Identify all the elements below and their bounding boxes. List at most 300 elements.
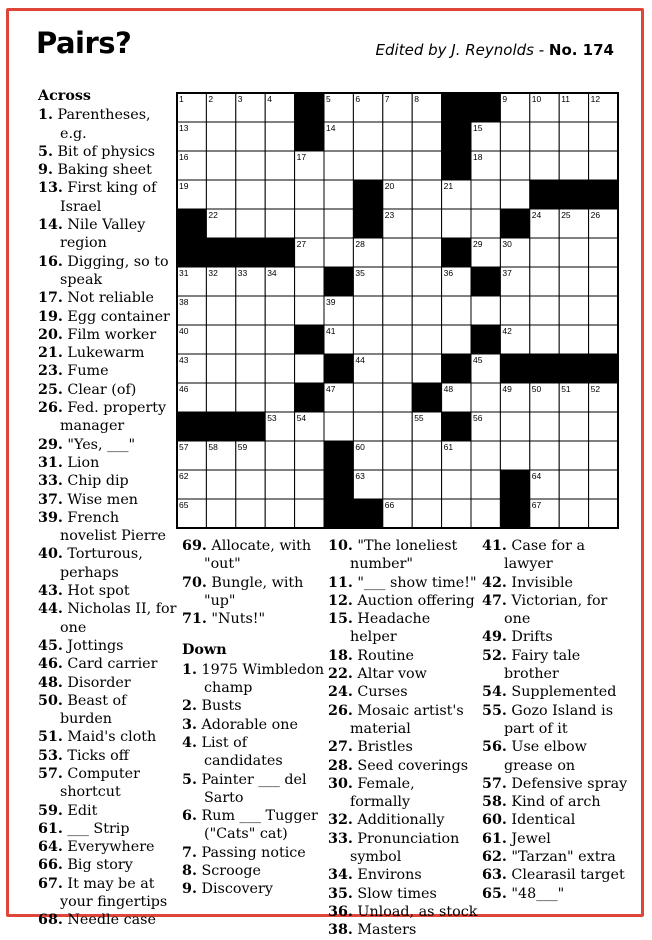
grid-cell[interactable] [500, 296, 529, 325]
clue-column-3 [328, 537, 478, 940]
down-clue[interactable] [328, 738, 478, 756]
across-clue[interactable] [38, 289, 178, 307]
grid-cell[interactable] [412, 209, 441, 238]
clue-number: 52. [482, 647, 507, 664]
down-clue[interactable] [182, 661, 327, 698]
grid-cell[interactable] [500, 441, 529, 470]
clue-number: 27. [328, 739, 353, 756]
clue-text: Unload, as stock [357, 903, 478, 920]
across-clue[interactable] [38, 106, 178, 143]
cell-number: 16 [179, 152, 189, 162]
grid-block [471, 93, 500, 122]
clue-text: Painter ___ del Sarto [201, 771, 307, 806]
grid-cell[interactable] [471, 209, 500, 238]
down-clue[interactable] [328, 610, 478, 647]
down-clue[interactable] [482, 683, 634, 701]
grid-cell[interactable] [559, 441, 588, 470]
grid-cell[interactable] [442, 296, 471, 325]
grid-cell[interactable] [530, 441, 559, 470]
grid-cell[interactable] [383, 267, 412, 296]
cell-number: 53 [267, 413, 277, 423]
grid-cell[interactable] [530, 151, 559, 180]
grid-cell[interactable] [412, 151, 441, 180]
grid-cell[interactable] [236, 180, 265, 209]
grid-cell[interactable] [530, 267, 559, 296]
across-clue[interactable] [38, 436, 178, 454]
grid-cell[interactable] [442, 499, 471, 528]
across-clue[interactable] [38, 600, 178, 637]
clue-number: 14. [38, 217, 63, 234]
clue-number: 25. [38, 381, 63, 398]
grid-block [236, 238, 265, 267]
clue-number: 63. [482, 867, 507, 884]
clue-text: Case for a lawyer [504, 538, 586, 573]
across-clue[interactable] [38, 545, 178, 582]
grid-cell[interactable] [324, 209, 353, 238]
grid-cell[interactable] [530, 122, 559, 151]
cell-number: 40 [179, 326, 189, 336]
clue-text: Beast of burden [60, 692, 127, 728]
grid-cell[interactable] [589, 470, 618, 499]
clue-text: Defensive spray [511, 775, 628, 792]
down-clue[interactable] [182, 716, 327, 734]
down-clue[interactable] [182, 771, 327, 808]
grid-cell[interactable] [471, 499, 500, 528]
clue-number: 33. [328, 830, 353, 847]
grid-cell[interactable] [589, 122, 618, 151]
across-clue[interactable] [38, 728, 178, 746]
down-clue[interactable] [328, 866, 478, 884]
clue-number: 30. [328, 775, 353, 792]
clue-text: Kind of arch [511, 794, 601, 811]
grid-cell[interactable] [500, 412, 529, 441]
clue-number: 36. [328, 903, 353, 920]
grid-block [295, 122, 324, 151]
down-clue[interactable] [328, 757, 478, 775]
grid-cell[interactable] [295, 296, 324, 325]
grid-cell[interactable] [206, 296, 235, 325]
across-clue[interactable] [38, 216, 178, 253]
grid-cell[interactable] [383, 412, 412, 441]
across-clue[interactable] [38, 875, 178, 912]
down-clue[interactable] [482, 811, 634, 829]
across-clue[interactable] [38, 344, 178, 362]
down-clue[interactable] [182, 734, 327, 771]
cell-number: 30 [502, 239, 512, 249]
across-clue[interactable] [182, 537, 327, 574]
clue-text: "The loneliest number" [350, 538, 458, 573]
grid-cell[interactable] [559, 238, 588, 267]
grid-cell[interactable] [530, 296, 559, 325]
grid-cell[interactable] [265, 325, 294, 354]
cell-number: 48 [443, 384, 454, 394]
grid-cell[interactable] [236, 209, 265, 238]
across-clue[interactable] [38, 362, 178, 380]
clue-text: "Tarzan" extra [511, 849, 616, 866]
clue-number: 21. [38, 345, 63, 362]
down-clue[interactable] [328, 665, 478, 683]
clue-text: "___ show time!" [357, 574, 477, 591]
grid-cell[interactable] [412, 296, 441, 325]
down-clue[interactable] [328, 921, 478, 939]
grid-cell[interactable] [295, 180, 324, 209]
clue-text: Allocate, with "out" [204, 538, 312, 573]
grid-cell[interactable] [471, 383, 500, 412]
clue-text: Big story [67, 857, 133, 874]
cell-number: 56 [473, 413, 483, 423]
grid-cell[interactable] [589, 238, 618, 267]
cell-number: 63 [355, 471, 365, 481]
down-clue[interactable] [328, 830, 478, 867]
issue-number: No. 174 [548, 41, 614, 59]
clue-number: 35. [328, 885, 353, 902]
clue-text: Adorable one [201, 716, 298, 733]
grid-cell[interactable] [412, 441, 441, 470]
grid-cell[interactable] [383, 441, 412, 470]
grid-cell[interactable] [206, 122, 235, 151]
grid-cell[interactable] [530, 412, 559, 441]
grid-cell[interactable] [206, 180, 235, 209]
down-clue[interactable] [482, 628, 634, 646]
grid-cell[interactable] [559, 325, 588, 354]
clue-number: 54. [482, 684, 507, 701]
grid-cell[interactable] [295, 470, 324, 499]
cell-number: 46 [179, 384, 189, 394]
grid-cell[interactable] [589, 412, 618, 441]
down-clue[interactable] [182, 862, 327, 880]
grid-cell[interactable] [589, 296, 618, 325]
clue-text: Environs [357, 867, 422, 884]
across-clue[interactable] [38, 692, 178, 729]
across-clue[interactable] [38, 509, 178, 546]
grid-block [559, 354, 588, 383]
cell-number: 60 [355, 442, 365, 452]
grid-cell[interactable] [236, 354, 265, 383]
grid-cell[interactable] [265, 499, 294, 528]
clue-number: 17. [38, 290, 63, 307]
grid-cell[interactable] [265, 441, 294, 470]
down-clue[interactable] [328, 702, 478, 739]
clue-number: 38. [328, 922, 353, 939]
grid-cell[interactable] [236, 122, 265, 151]
clue-text: Fed. property manager [60, 400, 167, 435]
grid-cell[interactable] [383, 151, 412, 180]
clue-number: 58. [482, 794, 507, 811]
across-clue[interactable] [38, 637, 178, 655]
down-clue[interactable] [328, 537, 478, 574]
grid-cell[interactable] [589, 267, 618, 296]
cell-number: 55 [414, 413, 424, 423]
clue-text: Invisible [511, 574, 574, 591]
grid-cell[interactable] [559, 296, 588, 325]
down-clue[interactable] [328, 647, 478, 665]
clue-text: Bit of physics [57, 143, 155, 160]
across-clue[interactable] [38, 856, 178, 874]
across-clue[interactable] [38, 582, 178, 600]
grid-cell[interactable] [265, 354, 294, 383]
clue-text: Discovery [201, 881, 273, 898]
clue-number: 61. [38, 820, 63, 837]
clue-text: Edit [67, 802, 98, 819]
grid-cell[interactable] [471, 441, 500, 470]
grid-cell[interactable] [442, 209, 471, 238]
clue-number: 44. [38, 601, 63, 618]
grid-cell[interactable] [295, 354, 324, 383]
grid-cell[interactable] [295, 209, 324, 238]
down-clue[interactable] [482, 702, 634, 739]
cell-number: 4 [267, 94, 272, 104]
grid-cell[interactable] [206, 354, 235, 383]
across-clue[interactable] [38, 472, 178, 490]
clue-text: Victorian, for one [504, 592, 608, 628]
across-clue[interactable] [38, 674, 178, 692]
across-clue[interactable] [38, 838, 178, 856]
across-clue[interactable] [182, 574, 327, 611]
clue-column-4 [482, 537, 634, 903]
grid-cell[interactable] [265, 470, 294, 499]
grid-cell[interactable] [324, 151, 353, 180]
grid-cell[interactable] [265, 296, 294, 325]
grid-block [500, 209, 529, 238]
across-clue[interactable] [38, 161, 178, 179]
down-clue[interactable] [482, 775, 634, 793]
cell-number: 45 [473, 355, 483, 365]
across-clue[interactable] [38, 143, 178, 161]
grid-cell[interactable] [442, 325, 471, 354]
grid-cell[interactable] [353, 383, 382, 412]
grid-block [559, 180, 588, 209]
grid-cell[interactable] [324, 238, 353, 267]
across-clue[interactable] [38, 399, 178, 436]
grid-cell[interactable] [559, 412, 588, 441]
clue-column-2 [182, 537, 327, 899]
clue-text: Egg container [67, 308, 170, 325]
down-clue[interactable] [482, 885, 634, 903]
down-clue[interactable] [482, 537, 634, 574]
cell-number: 8 [414, 94, 419, 104]
clue-text: Gozo Island is part of it [504, 702, 614, 737]
grid-cell[interactable] [471, 470, 500, 499]
across-clue[interactable] [38, 253, 178, 290]
down-clue[interactable] [328, 683, 478, 701]
clue-number: 5. [182, 771, 197, 788]
clue-text: Wise men [67, 491, 139, 508]
grid-cell[interactable] [265, 122, 294, 151]
across-clue[interactable] [38, 802, 178, 820]
clue-text: Clearasil target [511, 867, 625, 884]
grid-cell[interactable] [412, 470, 441, 499]
clue-number: 49. [482, 629, 507, 646]
clue-text: French novelist Pierre [60, 509, 166, 545]
cell-number: 9 [502, 94, 508, 104]
clue-number: 56. [482, 739, 507, 756]
grid-cell[interactable] [383, 383, 412, 412]
across-clue[interactable] [38, 179, 178, 216]
cell-number: 24 [531, 210, 542, 220]
across-clue[interactable] [38, 747, 178, 765]
down-clue[interactable] [328, 885, 478, 903]
clue-number: 26. [38, 400, 63, 417]
grid-cell[interactable] [324, 180, 353, 209]
clue-number: 3. [182, 716, 197, 733]
across-clue[interactable] [182, 610, 327, 628]
grid-cell[interactable] [383, 238, 412, 267]
grid-cell[interactable] [589, 325, 618, 354]
grid-cell[interactable] [559, 122, 588, 151]
grid-cell[interactable] [559, 499, 588, 528]
grid-cell[interactable] [265, 383, 294, 412]
grid-cell[interactable] [236, 325, 265, 354]
grid-cell[interactable] [471, 296, 500, 325]
grid-cell[interactable] [206, 325, 235, 354]
down-clue[interactable] [182, 807, 327, 844]
grid-cell[interactable] [383, 354, 412, 383]
cell-number: 28 [355, 239, 365, 249]
grid-block [442, 122, 471, 151]
grid-cell[interactable] [353, 412, 382, 441]
cell-number: 38 [179, 297, 189, 307]
clue-text: Fairy tale brother [504, 647, 581, 683]
across-clue[interactable] [38, 765, 178, 802]
down-clue[interactable] [328, 574, 478, 592]
down-clue[interactable] [182, 844, 327, 862]
cell-number: 41 [326, 326, 336, 336]
down-clue[interactable] [482, 574, 634, 592]
across-clue[interactable] [38, 655, 178, 673]
grid-cell[interactable] [265, 209, 294, 238]
grid-cell[interactable] [236, 499, 265, 528]
down-clue[interactable] [328, 592, 478, 610]
grid-block [324, 441, 353, 470]
grid-cell[interactable] [559, 470, 588, 499]
down-clue[interactable] [482, 592, 634, 629]
grid-cell[interactable] [295, 499, 324, 528]
grid-cell[interactable] [412, 180, 441, 209]
clue-number: 23. [38, 363, 63, 380]
down-clue[interactable] [328, 775, 478, 812]
clue-text: "Yes, ___" [67, 436, 136, 453]
grid-cell[interactable] [383, 470, 412, 499]
grid-cell[interactable] [206, 470, 235, 499]
across-clue[interactable] [38, 491, 178, 509]
grid-cell[interactable] [383, 325, 412, 354]
clue-number: 71. [182, 611, 207, 628]
clue-number: 19. [38, 308, 63, 325]
down-clue[interactable] [328, 903, 478, 921]
clue-text: Bristles [357, 739, 413, 756]
grid-cell[interactable] [412, 354, 441, 383]
grid-cell[interactable] [559, 267, 588, 296]
across-clue[interactable] [38, 820, 178, 838]
grid-cell[interactable] [353, 122, 382, 151]
grid-cell[interactable] [383, 122, 412, 151]
cell-number: 20 [384, 181, 395, 191]
down-clue[interactable] [182, 880, 327, 898]
clue-number: 51. [38, 729, 63, 746]
grid-cell[interactable] [530, 325, 559, 354]
grid-cell[interactable] [383, 296, 412, 325]
grid-block [442, 412, 471, 441]
grid-cell[interactable] [236, 296, 265, 325]
grid-cell[interactable] [412, 325, 441, 354]
cell-number: 67 [531, 500, 542, 510]
grid-cell[interactable] [589, 441, 618, 470]
cell-number: 51 [561, 384, 571, 394]
clue-text: Supplemented [511, 684, 617, 701]
grid-cell[interactable] [236, 151, 265, 180]
across-clue[interactable] [38, 381, 178, 399]
down-clue[interactable] [482, 848, 634, 866]
grid-cell[interactable] [530, 238, 559, 267]
grid-cell[interactable] [206, 151, 235, 180]
grid-cell[interactable] [353, 296, 382, 325]
clue-text: Curses [357, 684, 408, 701]
grid-cell[interactable] [236, 470, 265, 499]
clue-text: Computer shortcut [60, 765, 140, 801]
down-clue[interactable] [182, 697, 327, 715]
grid-cell[interactable] [412, 238, 441, 267]
crossword-grid[interactable] [176, 92, 619, 529]
cell-number: 66 [384, 500, 395, 510]
cell-number: 29 [473, 239, 483, 249]
grid-cell[interactable] [265, 151, 294, 180]
clue-number: 47. [482, 592, 507, 609]
clue-text: Everywhere [67, 839, 155, 856]
across-clue[interactable] [38, 308, 178, 326]
clue-text: Drifts [511, 629, 553, 646]
grid-block [442, 354, 471, 383]
grid-cell[interactable] [206, 499, 235, 528]
grid-block [295, 325, 324, 354]
grid-cell[interactable] [412, 267, 441, 296]
down-clue[interactable] [482, 866, 634, 884]
clue-number: 50. [38, 692, 63, 709]
clue-number: 13. [38, 180, 63, 197]
down-clue[interactable] [482, 830, 634, 848]
across-clue[interactable] [38, 326, 178, 344]
grid-block [442, 151, 471, 180]
grid-cell[interactable] [559, 151, 588, 180]
grid-cell[interactable] [500, 151, 529, 180]
grid-cell[interactable] [412, 122, 441, 151]
grid-cell[interactable] [295, 267, 324, 296]
clue-text: Pronunciation symbol [350, 830, 460, 866]
across-clue[interactable] [38, 454, 178, 472]
grid-cell[interactable] [500, 180, 529, 209]
grid-cell[interactable] [589, 151, 618, 180]
grid-cell[interactable] [236, 383, 265, 412]
clue-text: Auction offering [357, 592, 475, 609]
grid-cell[interactable] [324, 412, 353, 441]
grid-cell[interactable] [265, 180, 294, 209]
grid-cell[interactable] [471, 180, 500, 209]
down-clue[interactable] [328, 811, 478, 829]
clue-number: 18. [328, 647, 353, 664]
down-clue[interactable] [482, 647, 634, 684]
down-clue[interactable] [482, 738, 634, 775]
grid-cell[interactable] [589, 499, 618, 528]
grid-cell[interactable] [500, 122, 529, 151]
grid-cell[interactable] [206, 383, 235, 412]
cell-number: 44 [355, 355, 365, 365]
grid-cell[interactable] [353, 151, 382, 180]
grid-cell[interactable] [295, 441, 324, 470]
grid-cell[interactable] [412, 499, 441, 528]
grid-cell[interactable] [442, 470, 471, 499]
grid-block [589, 180, 618, 209]
down-clue[interactable] [482, 793, 634, 811]
grid-cell[interactable] [353, 325, 382, 354]
